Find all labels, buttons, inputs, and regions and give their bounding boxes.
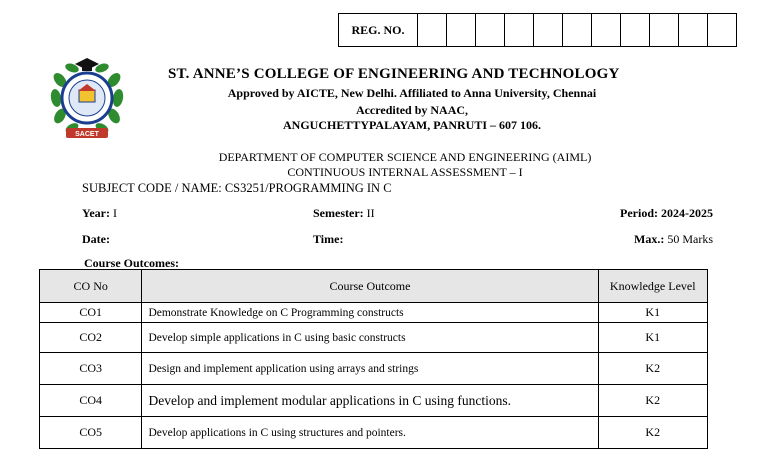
subject-line: SUBJECT CODE / NAME: CS3251/PROGRAMMING IN C <box>82 181 392 195</box>
header-knowledge-level: Knowledge Level <box>598 270 708 303</box>
reg-no-cell <box>418 14 447 46</box>
year-field <box>82 206 117 221</box>
semester-value: II <box>366 206 375 220</box>
co-level: K1 <box>598 303 708 323</box>
co-description: Develop simple applications in C using basic constructs <box>142 323 598 353</box>
co-number: CO3 <box>40 353 142 385</box>
table-row <box>40 323 708 353</box>
reg-no-cell <box>650 14 679 46</box>
co-level: K2 <box>598 353 708 385</box>
table-header-row <box>40 270 708 303</box>
reg-no-cell <box>563 14 592 46</box>
accreditation-line: Accredited by NAAC, <box>355 103 469 117</box>
course-outcomes-title: Course Outcomes: <box>84 256 179 270</box>
reg-no-cell <box>447 14 476 46</box>
logo-banner-text: SACET <box>75 131 99 138</box>
period-field <box>620 206 713 221</box>
period-value: 2024-2025 <box>661 206 713 220</box>
table-row <box>40 303 708 323</box>
co-level: K2 <box>598 417 708 449</box>
max-label: Max.: <box>634 232 665 246</box>
assessment-title: CONTINUOUS INTERNAL ASSESSMENT – I <box>287 165 523 179</box>
year-value: I <box>112 206 117 220</box>
co-number: CO1 <box>40 303 142 323</box>
reg-no-box <box>338 13 737 47</box>
address-line: ANGUCHETTYPALAYAM, PANRUTI – 607 106. <box>282 118 542 132</box>
co-description: Develop applications in C using structures and pointers. <box>142 417 598 449</box>
max-marks-field <box>634 232 713 247</box>
year-label: Year: <box>82 206 110 220</box>
reg-no-cell <box>708 14 736 46</box>
co-number: CO5 <box>40 417 142 449</box>
college-name: ST. ANNE’S COLLEGE OF ENGINEERING AND TECHNOLOGY <box>168 66 620 82</box>
semester-label: Semester: <box>313 206 364 220</box>
table-row <box>40 417 708 449</box>
co-number: CO4 <box>40 385 142 417</box>
reg-no-cell <box>679 14 708 46</box>
course-outcomes-table <box>39 269 708 449</box>
semester-field <box>313 206 375 221</box>
approval-line: Approved by AICTE, New Delhi. Affiliated to Anna University, Chennai <box>227 86 597 100</box>
reg-no-cell <box>592 14 621 46</box>
co-level: K2 <box>598 385 708 417</box>
department-title: DEPARTMENT OF COMPUTER SCIENCE AND ENGINEERING (AIML) <box>218 150 592 164</box>
co-description: Design and implement application using arrays and strings <box>142 353 598 385</box>
time-field <box>313 232 343 247</box>
college-logo <box>46 54 128 142</box>
co-level: K1 <box>598 323 708 353</box>
header-course-outcome: Course Outcome <box>142 270 598 303</box>
reg-no-label: REG. NO. <box>339 14 418 46</box>
header-co-no: CO No <box>40 270 142 303</box>
date-field <box>82 232 110 247</box>
time-label: Time: <box>313 232 344 246</box>
reg-no-cell <box>534 14 563 46</box>
table-row <box>40 385 708 417</box>
max-value: 50 Marks <box>667 232 713 246</box>
reg-no-cell <box>476 14 505 46</box>
date-label: Date: <box>82 232 110 246</box>
reg-no-cell <box>505 14 534 46</box>
table-row <box>40 353 708 385</box>
period-label: Period: <box>620 206 658 220</box>
co-description: Demonstrate Knowledge on C Programming constructs <box>142 303 598 323</box>
reg-no-cell <box>621 14 650 46</box>
co-description: Develop and implement modular applications in C using functions. <box>142 385 598 417</box>
co-number: CO2 <box>40 323 142 353</box>
